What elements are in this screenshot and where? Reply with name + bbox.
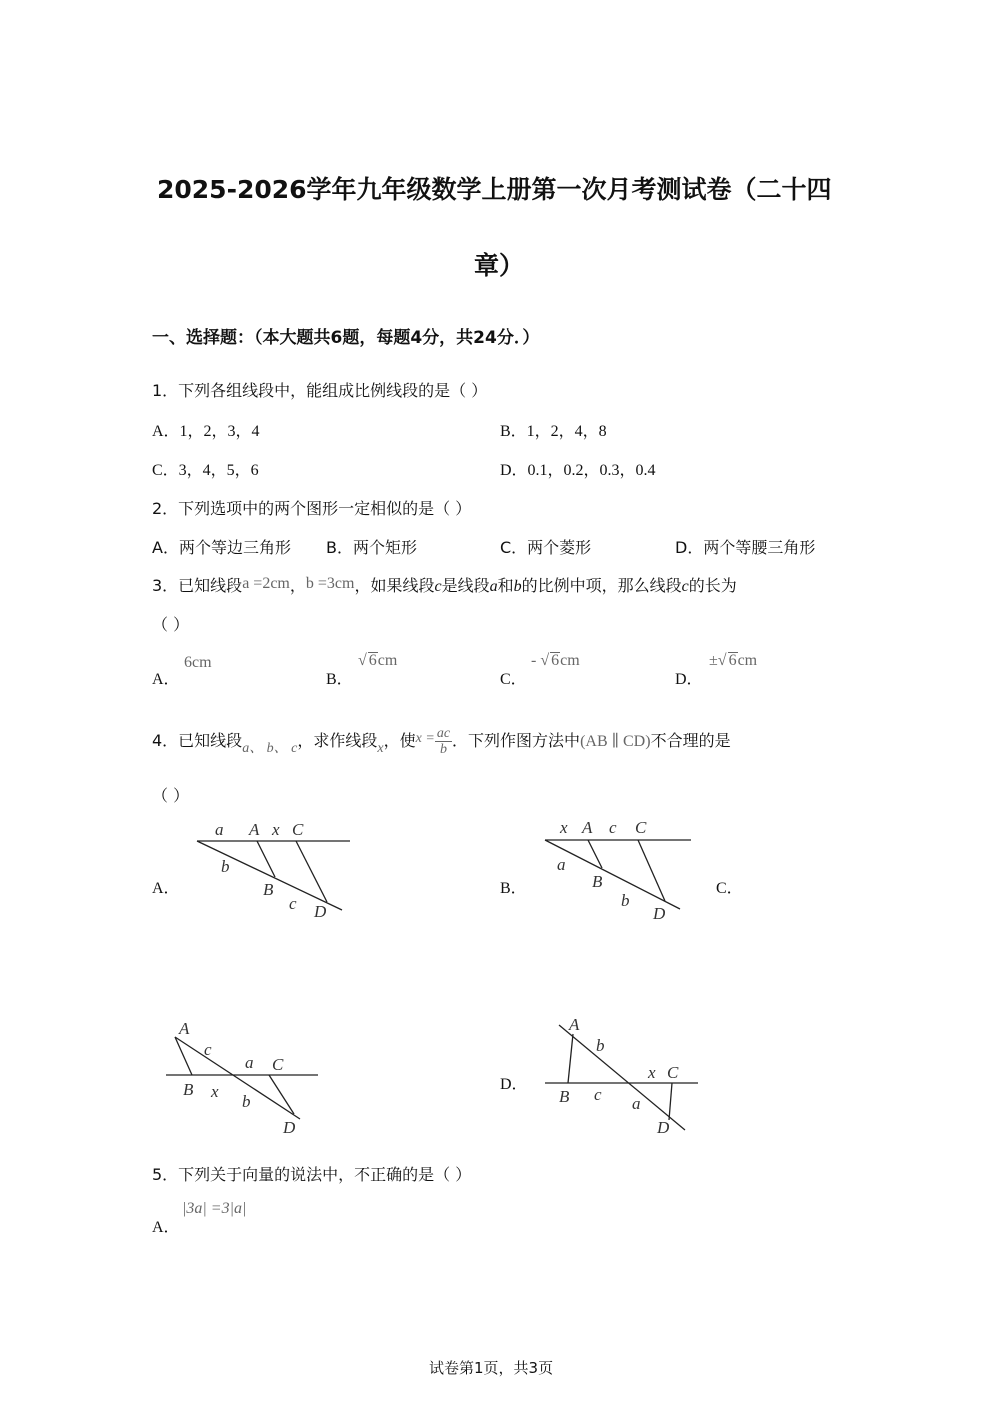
q3-mid3: 的比例中项，那么线段 [521, 576, 682, 595]
figb-label-A: A [582, 818, 593, 837]
figc-label-B: B [183, 1080, 194, 1099]
question-1-option-c[interactable]: C．3，4，5，6 [152, 462, 259, 479]
page-title-line2: 章） [474, 251, 525, 280]
q3-num: 3．已知线段 [152, 576, 243, 595]
figa-label-A: A [249, 820, 260, 839]
q5-a-expr: |3a| =3|a| [182, 1200, 247, 1217]
q3-a-eq: a =2cm [242, 575, 290, 592]
q4-mid2: ，使 [383, 731, 416, 750]
figd-label-D: D [657, 1118, 670, 1137]
figb-label-c: c [609, 818, 617, 837]
question-2-option-d[interactable]: D．两个等腰三角形 [675, 538, 816, 557]
figd-label-x: x [648, 1063, 656, 1082]
figc-label-x: x [211, 1082, 219, 1101]
q3-a-label: A． [152, 671, 180, 688]
q3-c-value: - √ 6cm [531, 652, 580, 669]
q3-a2: a [489, 578, 498, 595]
question-1-stem: 1．下列各组线段中，能组成比例线段的是（ ） [152, 381, 488, 400]
figc-label-A: A [179, 1019, 190, 1038]
q4-mid3: ．下列作图方法中 [452, 731, 581, 750]
q3-b-radicand: 6 [368, 652, 377, 669]
figb-label-a: a [557, 855, 566, 874]
figb-label-D: D [653, 904, 666, 923]
q3-d-radicand: 6 [728, 652, 737, 669]
question-3-option-c[interactable] [500, 666, 527, 689]
question-5-option-a[interactable]: A． [152, 1219, 180, 1236]
q3-c-sign: - [531, 652, 537, 669]
question-2-option-a[interactable]: A．两个等边三角形 [152, 538, 291, 557]
figb-label-C: C [635, 818, 647, 837]
question-5-stem: 5．下列关于向量的说法中，不正确的是（ ） [152, 1165, 472, 1184]
q3-d-sign: ± [709, 652, 718, 669]
q3-b-eq: b =3cm [305, 575, 355, 592]
question-4-option-d[interactable]: D． [500, 1076, 528, 1093]
question-2-option-c[interactable]: C．两个菱形 [500, 538, 592, 557]
q4-end: 不合理的是 [650, 731, 731, 750]
question-2-stem: 2．下列选项中的两个图形一定相似的是（ ） [152, 499, 472, 518]
figd-label-a: a [632, 1094, 641, 1113]
q3-sep: ， [289, 576, 306, 595]
figc-label-C: C [272, 1055, 284, 1074]
figb-label-B: B [592, 872, 603, 891]
q3-c-unit: cm [560, 652, 580, 669]
figd-label-C: C [667, 1063, 679, 1082]
q3-c1: c [434, 578, 442, 595]
q3-c2: c [681, 578, 689, 595]
q4-x: x [377, 741, 384, 756]
q4-paren-expr: (AB ∥ CD) [580, 733, 651, 750]
figb-label-x: x [560, 818, 568, 837]
q3-mid2: 是线段 [441, 576, 490, 595]
question-4-stem [152, 719, 731, 765]
page-title-line1: 2025-2026学年九年级数学上册第一次月考测试卷（二十四 [157, 175, 832, 204]
q4-vars: a、 b、 c [242, 741, 298, 756]
figc-label-b: b [242, 1092, 251, 1111]
q3-c-label: C． [500, 671, 527, 688]
question-4-option-c[interactable]: C． [716, 880, 743, 897]
figa-label-D: D [314, 902, 327, 921]
q3-end: 的长为 [688, 576, 737, 595]
figa-label-C: C [292, 820, 304, 839]
figd-label-b: b [596, 1036, 605, 1055]
q4-num: 4．已知线段 [152, 731, 243, 750]
q4-frac-den: b [439, 742, 447, 757]
q4-frac-num: ac [436, 726, 451, 741]
q4-fraction [435, 726, 452, 757]
q3-mid: ，如果线段 [354, 576, 435, 595]
q3-b-value: √ 6cm [358, 652, 398, 669]
page-footer: 试卷第1页，共3页 [429, 1359, 554, 1377]
question-2-option-b[interactable]: B．两个矩形 [326, 538, 417, 557]
q3-c-radicand: 6 [551, 652, 560, 669]
q3-a-value: 6cm [184, 654, 212, 671]
figa-label-x: x [272, 820, 280, 839]
figa-label-a: a [215, 820, 224, 839]
q3-b-unit: cm [377, 652, 398, 669]
q3-d-label: D． [675, 671, 703, 688]
q4-mid: ，求作线段 [297, 731, 378, 750]
question-3-paren: （ ） [152, 615, 190, 634]
figc-label-D: D [283, 1118, 296, 1137]
question-1-option-a[interactable]: A．1，2，3，4 [152, 423, 260, 440]
question-1-option-d[interactable]: D．0.1，0.2，0.3，0.4 [500, 462, 656, 479]
q3-d-value: ±√ 6cm [709, 652, 758, 669]
figure-d [540, 1012, 705, 1137]
figa-label-b: b [221, 857, 230, 876]
figb-label-b: b [621, 891, 630, 910]
figure-a [190, 815, 360, 925]
question-3-option-d[interactable] [675, 666, 703, 689]
section-header: 一、选择题：（本大题共6题，每题4分，共24分．） [152, 328, 540, 348]
figd-label-c: c [594, 1085, 602, 1104]
figure-c [160, 1018, 330, 1138]
figc-label-c: c [204, 1040, 212, 1059]
question-3-option-a[interactable] [152, 666, 180, 689]
q3-and: 和 [497, 576, 514, 595]
q3-d-unit: cm [737, 652, 758, 669]
q3-b-label: B． [326, 671, 353, 688]
question-4-option-a[interactable]: A． [152, 880, 180, 897]
question-4-paren: （ ） [152, 786, 190, 805]
figa-label-B: B [263, 880, 274, 899]
figure-b [540, 815, 700, 925]
question-1-option-b[interactable]: B．1，2，4，8 [500, 423, 607, 440]
figd-label-B: B [559, 1087, 570, 1106]
question-3-option-b[interactable] [326, 666, 353, 689]
question-4-option-b[interactable]: B． [500, 880, 527, 897]
figd-label-A: A [569, 1015, 580, 1034]
figc-label-a: a [245, 1053, 254, 1072]
q4-x-eq: x = [415, 731, 435, 746]
figa-label-c: c [289, 894, 297, 913]
question-3-stem [152, 573, 737, 596]
q3-b2: b [513, 578, 522, 595]
